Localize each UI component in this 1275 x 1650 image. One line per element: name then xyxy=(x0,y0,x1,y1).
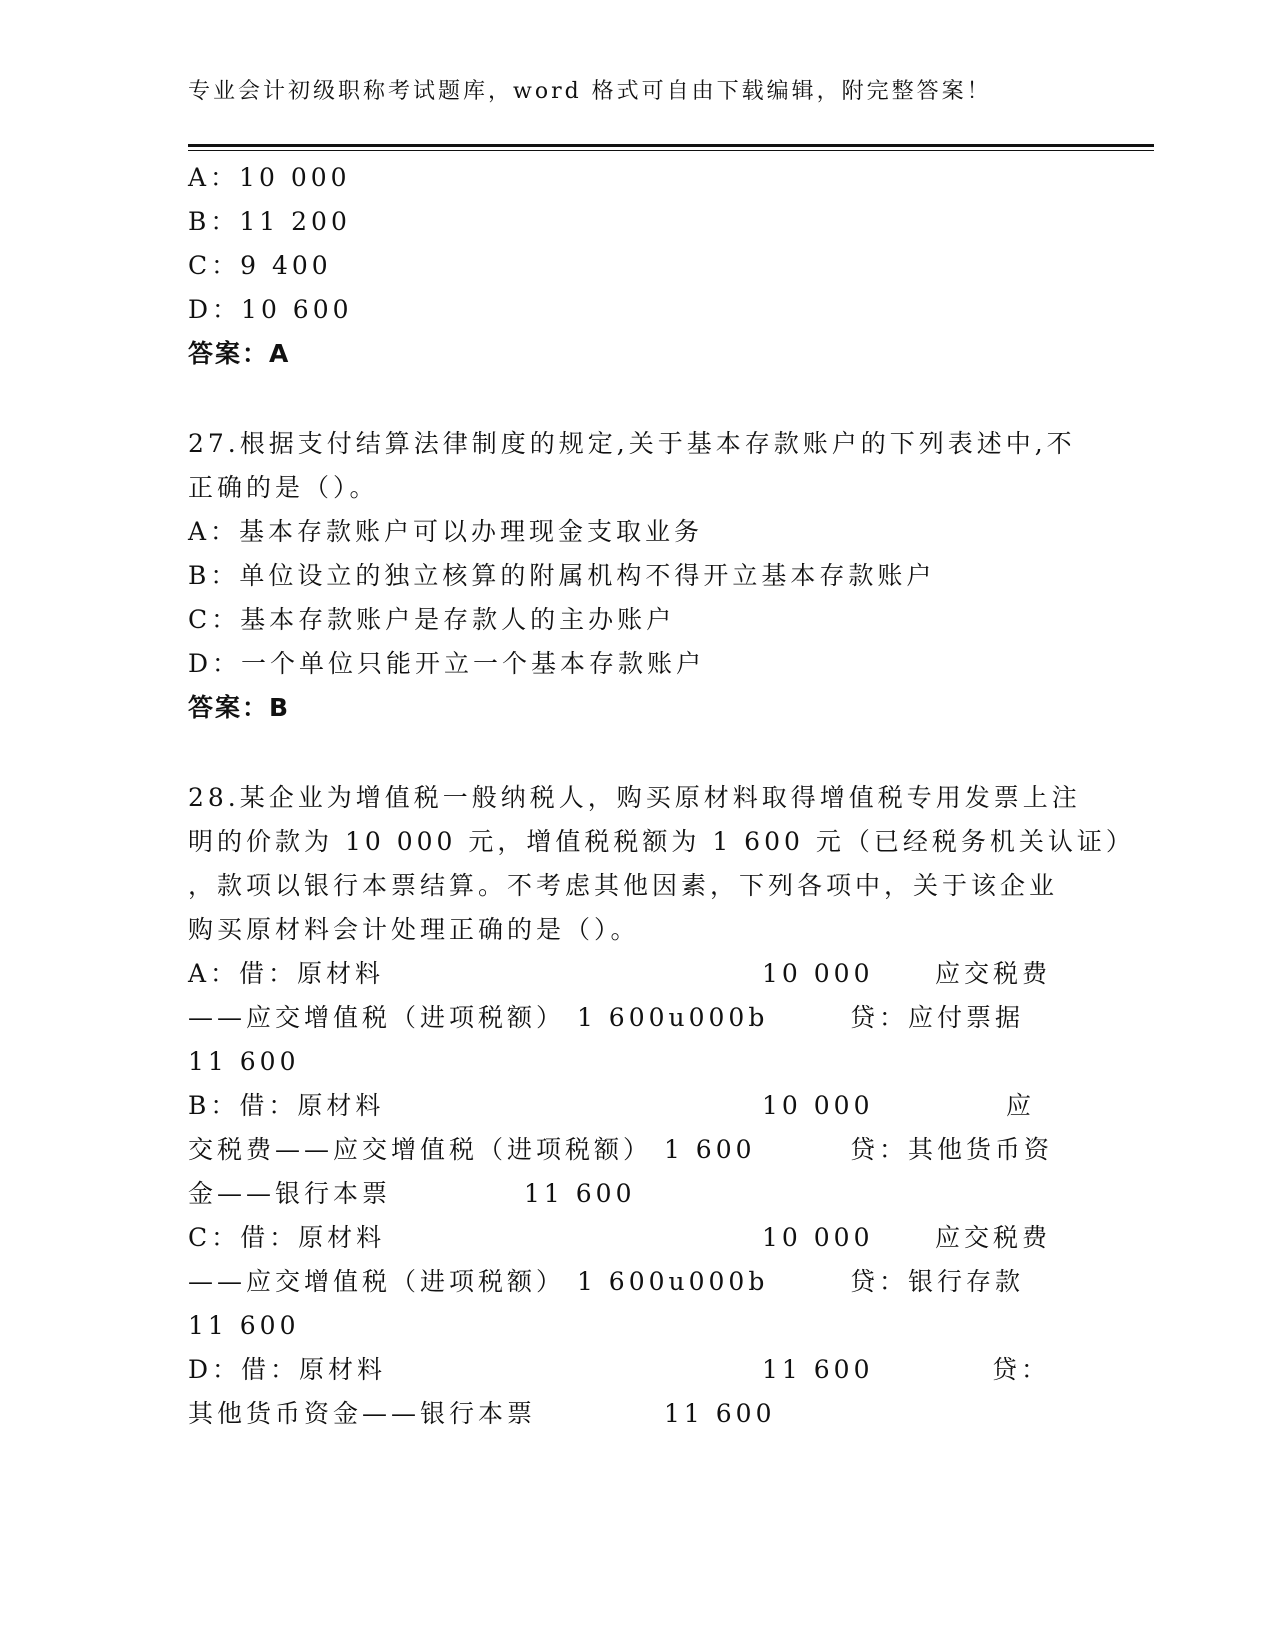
q28-option-c-credit-amount: 11 600 xyxy=(188,1311,300,1340)
q28-stem-line-3: ，款项以银行本票结算。不考虑其他因素，下列各项中，关于该企业 xyxy=(188,871,1059,900)
q28-option-a-tax-line: ——应交增值税（进项税额） 1 600u000b xyxy=(188,1003,769,1032)
q28-option-c-tax-line: ——应交增值税（进项税额） 1 600u000b xyxy=(188,1267,769,1296)
q28-option-d-credit-label: 贷： xyxy=(992,1355,1051,1384)
q28-option-c-account: 应交税费 xyxy=(935,1223,1052,1252)
q27-stem-line-2: 正确的是（）。 xyxy=(188,473,379,502)
header-rule-thick xyxy=(188,144,1154,147)
q28-option-a-credit-amount: 11 600 xyxy=(188,1047,300,1076)
q28-option-b-amount: 10 000 xyxy=(762,1091,874,1120)
q26-option-d: D：10 600 xyxy=(188,295,353,324)
q28-option-d-amount: 11 600 xyxy=(762,1355,874,1384)
q28-option-c-amount: 10 000 xyxy=(762,1223,874,1252)
q27-stem-line-1: 27.根据支付结算法律制度的规定,关于基本存款账户的下列表述中,不 xyxy=(188,429,1076,458)
q28-option-b-tax-line: 交税费——应交增值税（进项税额） 1 600 xyxy=(188,1135,756,1164)
q26-option-c: C：9 400 xyxy=(188,251,332,280)
q28-option-a-account: 应交税费 xyxy=(935,959,1052,988)
q28-option-d-debit: D：借：原材料 xyxy=(188,1355,387,1384)
q26-option-a: A：10 000 xyxy=(188,163,351,192)
q27-option-d: D：一个单位只能开立一个基本存款账户 xyxy=(188,649,706,678)
q26-answer: 答案：A xyxy=(188,339,291,368)
page-header: 专业会计初级职称考试题库，word 格式可自由下载编辑，附完整答案！ xyxy=(188,79,992,104)
q26-option-b: B：11 200 xyxy=(188,207,351,236)
q28-option-a-debit: A：借：原材料 xyxy=(188,959,385,988)
q28-stem-line-4: 购买原材料会计处理正确的是（）。 xyxy=(188,915,640,944)
q28-option-d-credit-amount: 11 600 xyxy=(664,1399,776,1428)
header-rule-thin xyxy=(188,150,1154,151)
q28-option-a-amount: 10 000 xyxy=(762,959,874,988)
q28-option-b-account: 应 xyxy=(1006,1091,1036,1120)
q28-option-a-credit: 贷：应付票据 xyxy=(850,1003,1025,1032)
q27-option-b: B：单位设立的独立核算的附属机构不得开立基本存款账户 xyxy=(188,561,936,590)
q28-stem-line-2: 明的价款为 10 000 元，增值税税额为 1 600 元（已经税务机关认证） xyxy=(188,827,1135,856)
q28-option-c-credit: 贷：银行存款 xyxy=(850,1267,1025,1296)
q28-option-b-credit: 贷：其他货币资 xyxy=(850,1135,1054,1164)
q27-option-c: C：基本存款账户是存款人的主办账户 xyxy=(188,605,676,634)
q27-answer: 答案：B xyxy=(188,693,291,722)
q28-option-c-debit: C：借：原材料 xyxy=(188,1223,386,1252)
q28-option-d-credit-account: 其他货币资金——银行本票 xyxy=(188,1399,537,1428)
q28-option-b-debit: B：借：原材料 xyxy=(188,1091,385,1120)
q28-option-b-credit-account: 金——银行本票 xyxy=(188,1179,392,1208)
q28-stem-line-1: 28.某企业为增值税一般纳税人，购买原材料取得增值税专用发票上注 xyxy=(188,783,1081,812)
q27-option-a: A：基本存款账户可以办理现金支取业务 xyxy=(188,517,704,546)
q28-option-b-credit-amount: 11 600 xyxy=(524,1179,636,1208)
